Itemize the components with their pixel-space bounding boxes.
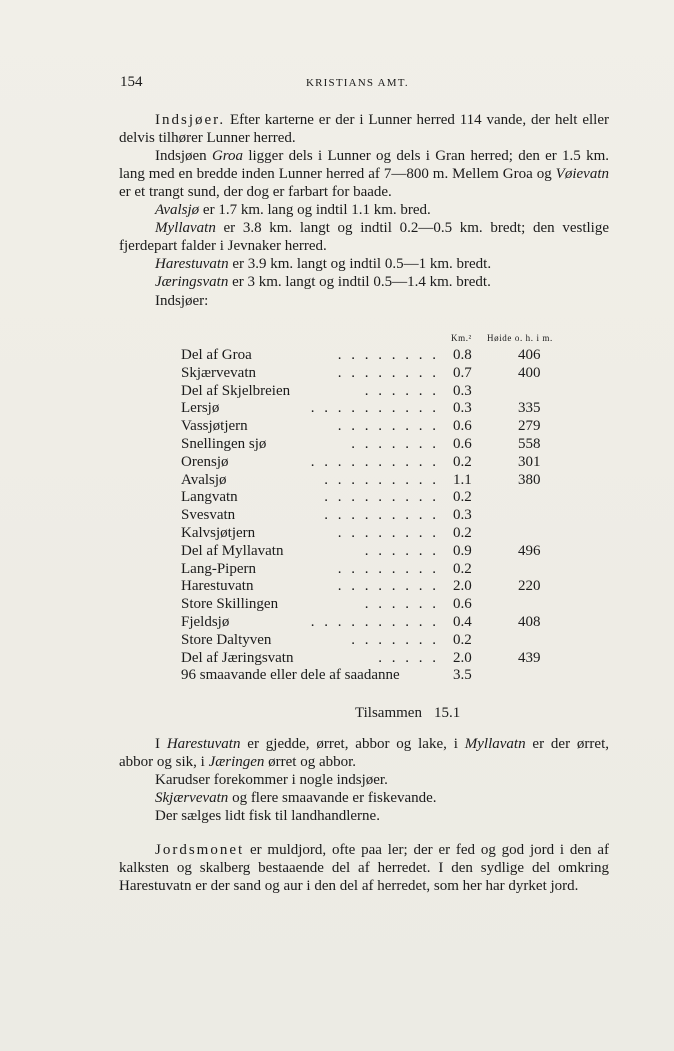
lake-name-cell: Del af Groa (181, 347, 252, 363)
paragraph-text: er 3.8 km. langt og indtil 0.2—0.5 km. bredt; den vestlige fjerdepart falder i Jevnaker herred. (119, 220, 609, 254)
height-cell: 380 (518, 471, 541, 488)
lake-name-cell: Vassjøtjern (181, 418, 248, 435)
lake-name: Myllavatn (464, 736, 526, 752)
lake-name: Skjærvevatn (155, 790, 229, 806)
height-cell: 400 (518, 364, 541, 381)
leader-dots: . . . . . . (364, 382, 439, 399)
table-row (181, 577, 591, 595)
paragraph-jordsmonet (119, 841, 609, 895)
table-row (181, 488, 591, 506)
area-cell: 0.6 (453, 436, 472, 452)
lake-name-cell: Del af Myllavatn (181, 542, 284, 559)
leader-dots: . . . . . (378, 649, 439, 666)
intro-section (119, 111, 609, 310)
lake-name-cell: Lersjø (181, 400, 220, 417)
lake-name-cell: Orensjø (181, 453, 229, 470)
page-header (120, 74, 610, 94)
table-row (181, 613, 591, 631)
paragraph-myllavatn (119, 219, 609, 255)
table-row (181, 435, 591, 453)
height-cell: 496 (518, 542, 541, 559)
leader-dots: . . . . . . . . (337, 560, 439, 577)
leader-dots: . . . . . . . (351, 436, 439, 452)
paragraph-text: er muldjord, ofte paa ler; der er fed og god jord i den af kalksten og skalberg bestaaende del af herredet. I den sydlige del omkring Harestuvatn er der sand og aur i den del af herredet, som her har dyrket jord. (119, 842, 609, 894)
lake-name-cell: Store Daltyven (181, 631, 272, 648)
table-row (181, 346, 591, 364)
leader-dots: . . . . . . . . (337, 418, 439, 435)
leader-dots: . . . . . . . . . . (310, 400, 439, 417)
paragraph-text: er gjedde, ørret, abbor og lake, i (240, 736, 465, 752)
lake-name-cell: 96 smaavande eller dele af saadanne (181, 667, 400, 684)
table-row (181, 631, 591, 649)
paragraph-jaeringsvatn (119, 273, 609, 291)
lake-name-cell: Fjeldsjø (181, 614, 230, 630)
lake-name: Harestuvatn (155, 256, 229, 272)
lake-name-cell: Harestuvatn (181, 578, 254, 595)
paragraph-fish-sale: Der sælges lidt fisk til landhandlerne. (155, 808, 380, 824)
paragraph-text: Indsjøen (155, 148, 212, 164)
paragraph-text: og flere smaavande er fiskevande. (228, 790, 437, 806)
paragraph-avalsjo (119, 201, 609, 219)
area-cell: 0.6 (453, 596, 472, 613)
column-header-area: Km.² (451, 333, 472, 343)
area-cell: 0.2 (453, 453, 472, 470)
paragraph-text: ligger dels i Lunner og dels i Gran herred; den er 1.5 km. lang med en bredde inden Lunner herred af 7—800 m. Mellem Groa og (119, 148, 609, 182)
lake-name-cell: Skjærvevatn (181, 364, 256, 381)
area-cell: 0.2 (453, 489, 472, 506)
paragraph-text: Efter karterne er der i Lunner herred 114 vande, der helt eller delvis tilhører Lunner herred. (119, 112, 609, 146)
lake-name-cell: Snellingen sjø (181, 436, 267, 452)
page-number: 154 (120, 74, 143, 90)
leader-dots: . . . . . . . . (337, 525, 439, 541)
table-row (181, 382, 591, 400)
area-cell: 3.5 (453, 667, 472, 684)
lake-name: Harestuvatn (166, 736, 241, 752)
table-row (181, 649, 591, 667)
lake-name-cell: Avalsjø (181, 471, 227, 488)
height-cell: 408 (518, 614, 541, 630)
area-cell: 0.4 (453, 614, 472, 630)
paragraph-text: er 1.7 km. lang og indtil 1.1 km. bred. (199, 202, 431, 218)
leader-dots: . . . . . . . . (337, 347, 439, 363)
leader-dots: . . . . . . (364, 596, 439, 613)
lake-name: Jæringen (208, 754, 265, 770)
lake-name-cell: Store Skillingen (181, 596, 279, 613)
lake-name-cell: Del af Jæringsvatn (181, 649, 294, 666)
lake-name-cell: Svesvatn (181, 507, 236, 524)
leader-dots: . . . . . . . . . (324, 507, 439, 524)
area-cell: 1.1 (453, 471, 472, 488)
paragraph-text: ørret og abbor. (264, 754, 357, 770)
total-value: 15.1 (433, 705, 461, 721)
area-cell: 0.8 (453, 347, 472, 363)
lake-name: Groa (211, 148, 244, 164)
paragraph-skjaervevatn (119, 789, 609, 807)
column-header-height: Høide o. h. i m. (487, 333, 553, 343)
leader-dots: . . . . . . . . (337, 578, 439, 595)
height-cell: 220 (518, 578, 541, 595)
table-row (181, 666, 591, 684)
leader-dots: . . . . . . . . . (324, 489, 439, 506)
area-cell: 0.3 (453, 507, 472, 524)
section-lead: Jordsmonet (155, 842, 245, 858)
table-row (181, 399, 591, 417)
area-cell: 0.3 (453, 400, 472, 417)
paragraph-text: er der ørret, abbor og sik, i (119, 736, 609, 770)
table-row (181, 364, 591, 382)
paragraph-text: er et trangt sund, der dog er farbart for baade. (119, 184, 392, 200)
lake-name-cell: Langvatn (181, 489, 238, 506)
running-head: KRISTIANS AMT. (306, 77, 409, 89)
area-cell: 0.2 (453, 560, 472, 577)
paragraph-karudser: Karudser forekommer i nogle indsjøer. (155, 772, 388, 788)
table-row (181, 524, 591, 542)
paragraph-groa (119, 147, 609, 201)
soil-section (119, 841, 609, 895)
leader-dots: . . . . . . . (351, 631, 439, 648)
leader-dots: . . . . . . . . . . (310, 614, 439, 630)
paragraph-text: er 3 km. langt og indtil 0.5—1.4 km. bredt. (228, 274, 491, 290)
paragraph-fish (119, 735, 609, 771)
height-cell: 439 (518, 649, 541, 666)
leader-dots: . . . . . . . . . (324, 471, 439, 488)
lake-name-cell: Kalvsjøtjern (181, 525, 256, 541)
paragraph-indsjoer (119, 111, 609, 147)
area-cell: 0.7 (453, 364, 472, 381)
leader-dots: . . . . . . (364, 542, 439, 559)
height-cell: 406 (518, 347, 541, 363)
table-row (181, 417, 591, 435)
table-row (181, 595, 591, 613)
paragraph-text: er 3.9 km. langt og indtil 0.5—1 km. bredt. (228, 256, 492, 272)
lake-name: Avalsjø (155, 202, 200, 218)
leader-dots: . . . . . . . . . . (310, 453, 439, 470)
leader-dots: . . . . . . . . (337, 364, 439, 381)
area-cell: 0.3 (453, 382, 472, 399)
lake-name: Jæringsvatn (155, 274, 229, 290)
table-intro: Indsjøer: (155, 293, 209, 309)
table-row (181, 453, 591, 471)
area-cell: 2.0 (453, 578, 472, 595)
paragraph-harestuvatn (119, 255, 609, 273)
section-lead: Indsjøer. (155, 112, 226, 128)
height-cell: 279 (518, 418, 541, 435)
table-total (355, 704, 460, 722)
lake-name: Vøievatn (555, 166, 609, 182)
area-cell: 2.0 (453, 649, 472, 666)
height-cell: 335 (518, 400, 541, 417)
area-cell: 0.2 (453, 631, 472, 648)
table-row (181, 542, 591, 560)
fish-section (119, 735, 609, 825)
table-row (181, 560, 591, 578)
total-label: Tilsammen (355, 705, 422, 721)
lake-name: Myllavatn (155, 220, 216, 236)
table-row (181, 506, 591, 524)
paragraph-text: I (155, 736, 167, 752)
lake-name-cell: Lang-Pipern (181, 560, 256, 577)
area-cell: 0.6 (453, 418, 472, 435)
height-cell: 558 (518, 436, 541, 452)
area-cell: 0.9 (453, 542, 472, 559)
height-cell: 301 (518, 453, 541, 470)
table-row (181, 471, 591, 489)
lake-name-cell: Del af Skjelbreien (181, 382, 291, 399)
area-cell: 0.2 (453, 525, 472, 541)
